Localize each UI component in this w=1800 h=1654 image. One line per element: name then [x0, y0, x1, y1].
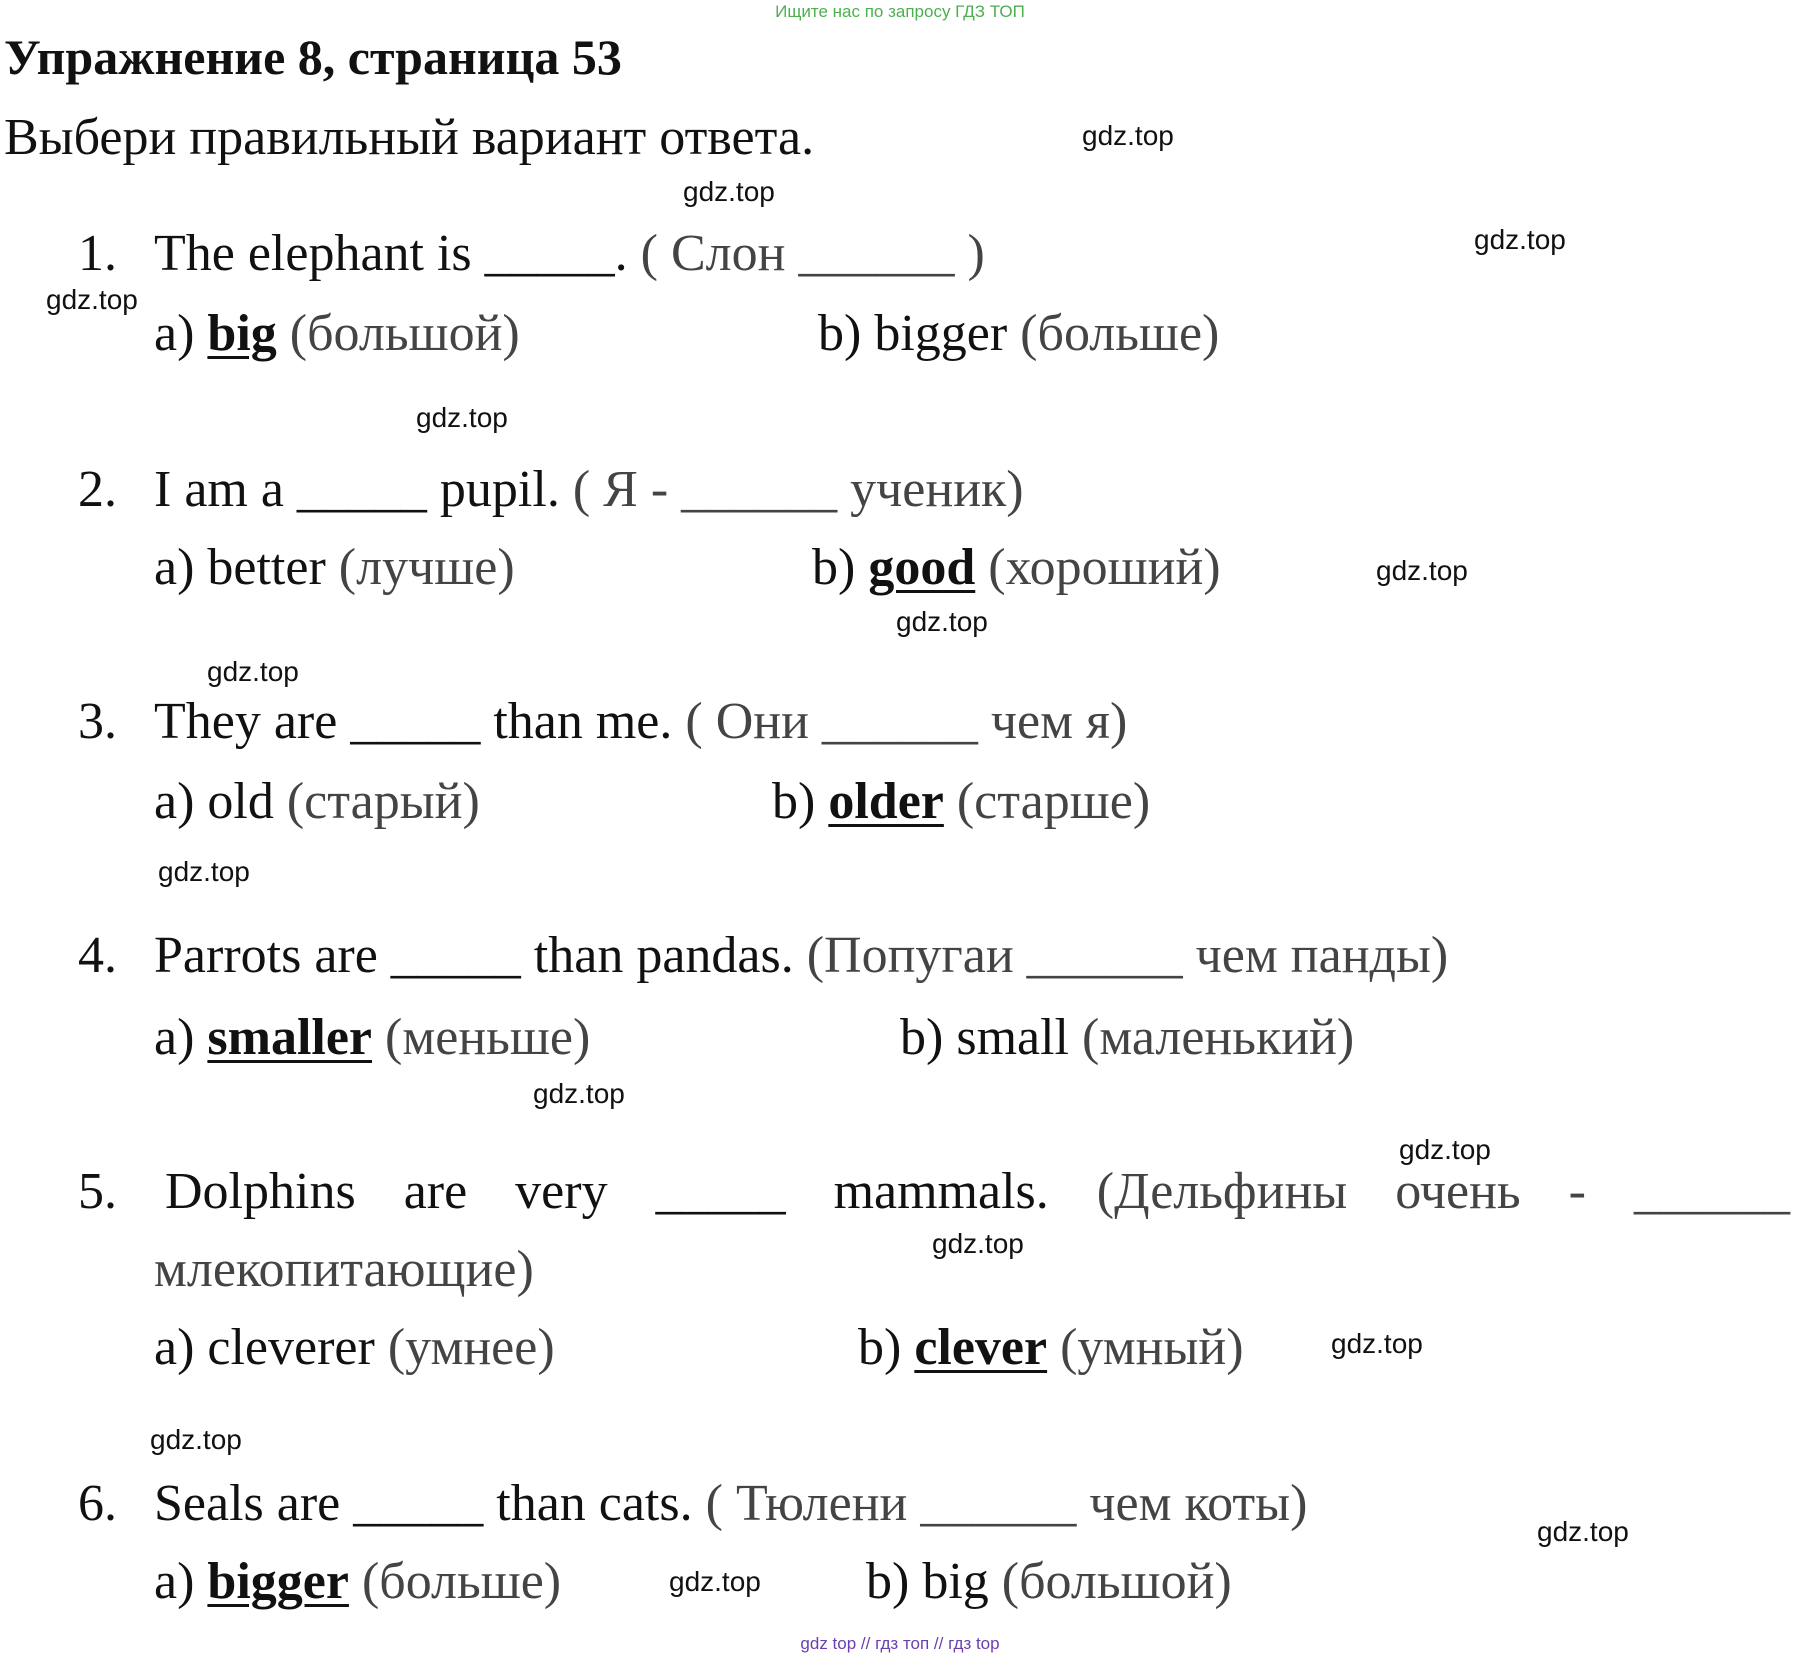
question-number: 3.: [78, 693, 117, 750]
question-translation: ( Тюлени ______ чем коты): [705, 1475, 1308, 1532]
watermark: gdz.top: [1399, 1134, 1491, 1165]
option-b: b) older (старше): [772, 773, 1151, 830]
top-banner: Ищите нас по запросу ГДЗ ТОП: [775, 2, 1025, 21]
question-text: The elephant is _____.: [154, 225, 628, 282]
question-translation: ( Слон ______ ): [640, 225, 985, 282]
watermark: gdz.top: [683, 176, 775, 207]
option-a: a) smaller (меньше): [154, 1009, 591, 1066]
option-a: a) bigger (больше): [154, 1553, 562, 1610]
watermark: gdz.top: [158, 856, 250, 887]
watermark: gdz.top: [896, 606, 988, 637]
option-b: b) bigger (больше): [818, 305, 1220, 362]
question-3: [78, 693, 1128, 750]
question-5: 5. Dolphins are very _____ mammals. (Дельфины очень - ______: [78, 1163, 1790, 1220]
question-translation: ( Они ______ чем я): [685, 693, 1128, 750]
correct-answer: big: [207, 305, 277, 362]
option-b: b) good (хороший): [812, 539, 1221, 596]
question-translation: ( Я - ______ ученик): [572, 461, 1024, 518]
correct-answer: smaller: [207, 1009, 373, 1066]
watermark: gdz.top: [1537, 1516, 1629, 1547]
question-number: 5.: [78, 1163, 117, 1220]
watermark: gdz.top: [533, 1078, 625, 1109]
question-translation: млекопитающие): [154, 1241, 534, 1298]
option-a: a) old (старый): [154, 773, 480, 830]
option-b: b) big (большой): [866, 1553, 1232, 1610]
page-title: Упражнение 8, страница 53: [4, 29, 622, 85]
option-a: a) big (большой): [154, 305, 520, 362]
watermark: gdz.top: [1376, 555, 1468, 586]
question-number: 4.: [78, 927, 117, 984]
correct-answer: clever: [914, 1319, 1048, 1376]
question-number: 1.: [78, 225, 117, 282]
question-number: 2.: [78, 461, 117, 518]
question-2: [78, 461, 1024, 518]
watermark: gdz.top: [1331, 1328, 1423, 1359]
option-b: b) small (маленький): [900, 1009, 1355, 1066]
question-1: [78, 225, 985, 282]
watermark: gdz.top: [46, 284, 138, 315]
question-translation: (Попугаи ______ чем панды): [806, 927, 1449, 984]
question-text: They are _____ than me.: [154, 693, 673, 750]
correct-answer: bigger: [207, 1553, 349, 1610]
question-6: [78, 1475, 1308, 1532]
watermark: gdz.top: [207, 656, 299, 687]
correct-answer: older: [828, 773, 944, 830]
instruction: Выбери правильный вариант ответа.: [4, 109, 815, 166]
watermark: gdz.top: [1082, 120, 1174, 151]
option-a: a) better (лучше): [154, 539, 515, 596]
correct-answer: good: [868, 539, 976, 596]
question-number: 6.: [78, 1475, 117, 1532]
option-b: b) clever (умный): [858, 1319, 1244, 1376]
question-text: I am a _____ pupil.: [154, 461, 560, 518]
question-text: Parrots are _____ than pandas.: [154, 927, 794, 984]
watermark: gdz.top: [669, 1566, 761, 1597]
watermark: gdz.top: [932, 1228, 1024, 1259]
option-a: a) cleverer (умнее): [154, 1319, 555, 1376]
question-4: [78, 927, 1449, 984]
watermark: gdz.top: [1474, 224, 1566, 255]
footer: gdz top // гдз топ // гдз top: [800, 1634, 1000, 1653]
watermark: gdz.top: [416, 402, 508, 433]
watermark: gdz.top: [150, 1424, 242, 1455]
question-text: Seals are _____ than cats.: [154, 1475, 693, 1532]
